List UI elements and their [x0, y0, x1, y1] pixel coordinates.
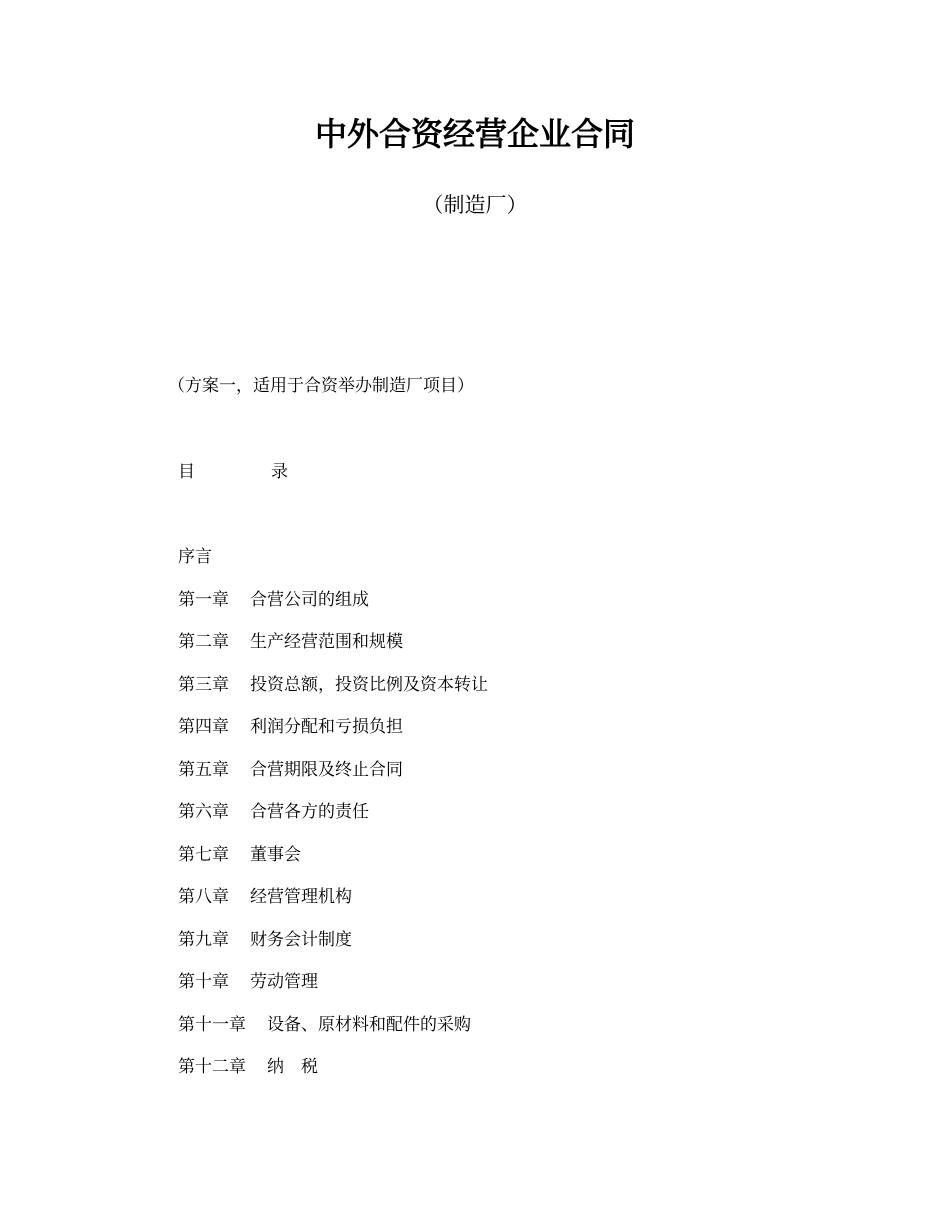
toc-chapter-number: 序言: [178, 547, 212, 567]
toc-item: [178, 757, 488, 800]
toc-item: [178, 672, 488, 715]
toc-chapter-name: 财务会计制度: [250, 929, 352, 950]
toc-item: [178, 799, 488, 842]
toc-chapter-name: 经营管理机构: [250, 887, 352, 907]
toc-item: [178, 587, 488, 630]
toc-chapter-number: 第三章: [178, 674, 229, 695]
toc-chapter-number: 第八章: [178, 887, 229, 907]
toc-chapter-number: 第十二章: [178, 1057, 246, 1077]
document-subtitle: （制造厂）: [422, 193, 528, 217]
toc-chapter-name: 投资总额，投资比例及资本转让: [250, 674, 488, 695]
toc-heading-left: 目: [178, 462, 195, 482]
toc-chapter-number: 第十一章: [178, 1014, 246, 1035]
toc-item: [178, 842, 488, 885]
toc-chapter-name: 生产经营范围和规模: [250, 632, 403, 652]
toc-item: [178, 969, 488, 1012]
toc-item: [178, 714, 488, 757]
toc-item: [178, 1054, 488, 1097]
toc-item: [178, 884, 488, 927]
toc-heading-right: 录: [271, 462, 288, 482]
toc-chapter-number: 第六章: [178, 802, 229, 822]
toc-chapter-name: 利润分配和亏损负担: [250, 717, 403, 737]
toc-chapter-number: 第一章: [178, 589, 229, 610]
toc-chapter-number: 第九章: [178, 929, 229, 950]
toc-chapter-name: 合营各方的责任: [250, 802, 369, 822]
toc-chapter-number: 第五章: [178, 759, 229, 780]
toc-item-preface: [178, 544, 488, 587]
toc-item: [178, 629, 488, 672]
toc-chapter-number: 第二章: [178, 632, 229, 652]
toc-chapter-name: 纳 税: [267, 1057, 318, 1077]
toc-chapter-number: 第四章: [178, 717, 229, 737]
toc-chapter-name: 合营公司的组成: [250, 589, 369, 610]
table-of-contents: [178, 544, 488, 1097]
toc-heading: [178, 459, 288, 485]
toc-chapter-name: 设备、原材料和配件的采购: [267, 1014, 471, 1035]
document-title: 中外合资经营企业合同: [314, 115, 635, 153]
toc-item: [178, 1012, 488, 1055]
toc-chapter-number: 第十章: [178, 972, 229, 992]
toc-chapter-name: 合营期限及终止合同: [250, 759, 403, 780]
toc-chapter-number: 第七章: [178, 844, 229, 865]
toc-chapter-name: 董事会: [250, 844, 301, 865]
toc-chapter-name: 劳动管理: [250, 972, 318, 992]
toc-item: [178, 927, 488, 970]
scheme-note: （方案一，适用于合资举办制造厂项目）: [168, 376, 474, 396]
